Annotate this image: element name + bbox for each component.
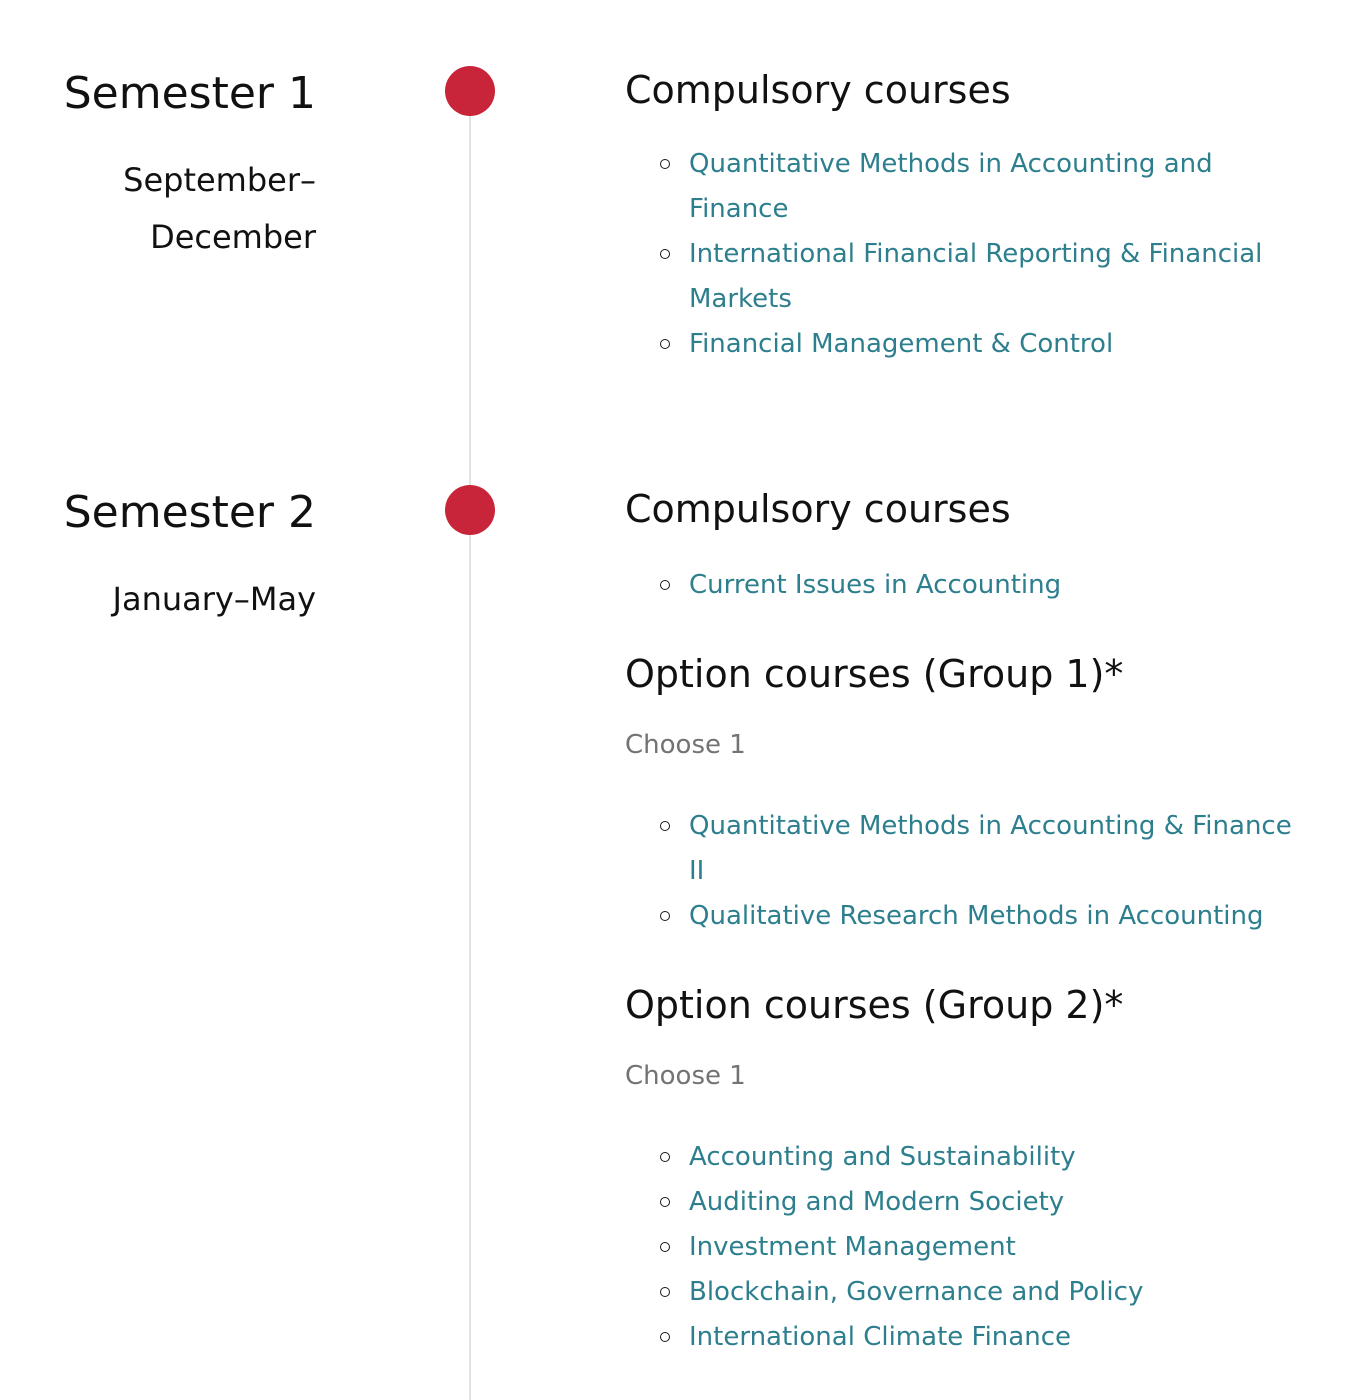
group-note: Choose 1 [625, 730, 746, 760]
course-link[interactable]: Accounting and Sustainability [689, 1142, 1076, 1172]
list-item [625, 1315, 1325, 1360]
group-note: Choose 1 [625, 1061, 746, 1091]
list-item [625, 1135, 1325, 1180]
course-link[interactable]: International Climate Finance [689, 1322, 1071, 1352]
course-group-option-1 [625, 650, 1325, 939]
semester-courses [625, 485, 1325, 1360]
course-group-option-2 [625, 981, 1325, 1360]
group-title: Compulsory courses [625, 68, 1011, 112]
list-item [625, 142, 1325, 232]
list-item [625, 1270, 1325, 1315]
semester-dates: January–May [112, 580, 316, 618]
course-group-compulsory [625, 485, 1325, 608]
course-link[interactable]: International Financial Reporting & Financial Markets [689, 239, 1263, 314]
course-link[interactable]: Investment Management [689, 1232, 1016, 1262]
timeline-line [469, 92, 471, 1400]
course-link[interactable]: Quantitative Methods in Accounting and Finance [689, 149, 1213, 224]
list-item [625, 1225, 1325, 1270]
list-item [625, 804, 1325, 894]
semester-dates: September–December [123, 161, 316, 256]
course-link[interactable]: Quantitative Methods in Accounting & Finance II [689, 811, 1292, 886]
course-list [625, 1135, 1325, 1360]
group-title: Option courses (Group 2)* [625, 983, 1124, 1027]
course-link[interactable]: Qualitative Research Methods in Accounting [689, 901, 1264, 931]
timeline-dot [445, 485, 495, 535]
semester-header [0, 485, 316, 628]
course-link[interactable]: Financial Management & Control [689, 329, 1114, 359]
semester-title: Semester 1 [63, 68, 316, 119]
course-link[interactable]: Current Issues in Accounting [689, 570, 1062, 600]
semester-header [0, 66, 316, 266]
course-list [625, 563, 1325, 608]
semester-title: Semester 2 [63, 487, 316, 538]
group-title: Compulsory courses [625, 487, 1011, 531]
list-item [625, 322, 1325, 367]
course-link[interactable]: Blockchain, Governance and Policy [689, 1277, 1144, 1307]
course-group-compulsory [625, 66, 1325, 367]
course-list [625, 142, 1325, 367]
semester-courses [625, 66, 1325, 367]
course-list [625, 804, 1325, 939]
course-link[interactable]: Auditing and Modern Society [689, 1187, 1065, 1217]
list-item [625, 563, 1325, 608]
list-item [625, 232, 1325, 322]
timeline-dot [445, 66, 495, 116]
group-title: Option courses (Group 1)* [625, 652, 1124, 696]
list-item [625, 894, 1325, 939]
list-item [625, 1180, 1325, 1225]
